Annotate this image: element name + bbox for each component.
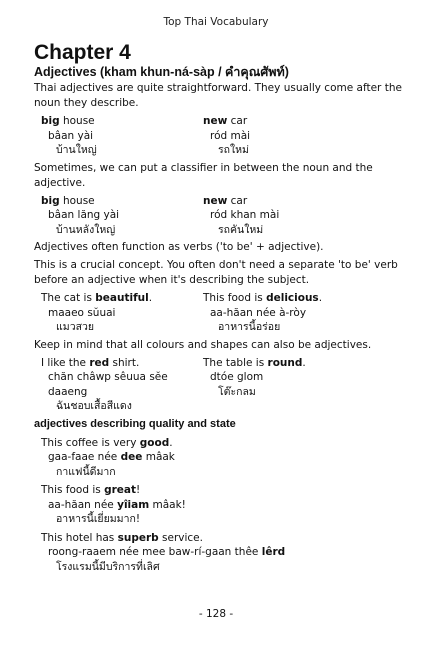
romanization: bâan yài [48, 129, 94, 142]
intro-paragraph: Thai adjectives are quite straightforward. They usually come after the noun they describe. [34, 82, 402, 109]
thai-script: โต๊ะกลม [218, 385, 256, 398]
example-pair-verbs [34, 291, 414, 335]
romanization: aa-hăan née à-ròy [210, 306, 307, 319]
subheading-quality-state: adjectives describing quality and state [34, 417, 236, 430]
english-phrase: new car [203, 194, 248, 207]
thai-script: แมวสวย [56, 321, 95, 333]
example-left [41, 291, 203, 335]
english-sentence: The table is round. [203, 356, 306, 369]
english-sentence: This food is delicious. [203, 292, 323, 304]
example-pair-classifier [34, 194, 414, 238]
thai-script: รถใหม่ [218, 144, 249, 156]
english-sentence: This hotel has superb service. [41, 531, 203, 544]
running-header: Top Thai Vocabulary [163, 16, 269, 28]
english-sentence: I like the red shirt. [41, 356, 140, 369]
example-left [41, 356, 203, 414]
thai-script: รถคันใหม่ [218, 223, 264, 236]
example-left [41, 114, 203, 158]
thai-script: กาแฟนี้ดีมาก [56, 465, 116, 478]
romanization: ród mài [210, 129, 251, 142]
romanization: dtóe glom [210, 371, 264, 383]
thai-script: ฉันชอบเสื้อสีแดง [56, 400, 132, 412]
example-left [41, 194, 203, 238]
romanization: roong-raaem née mee baw-rí-gaan thêe lêrd [48, 546, 286, 558]
thai-script: โรงแรมนี้มีบริการที่เลิศ [56, 560, 160, 573]
crucial-concept-paragraph: This is a crucial concept. You often don't need a separate 'to be' verb before an adjective when it's describing the subject. [34, 259, 398, 286]
example-quality-coffee [41, 436, 414, 480]
section-title: Adjectives (kham khun-ná-sàp / คำคุณศัพท์) [34, 65, 289, 79]
example-right [203, 291, 322, 335]
page-body [34, 42, 414, 578]
thai-script: อาหารนี้อร่อย [218, 321, 281, 333]
romanization: aa-hăan née yîiam mâak! [48, 498, 186, 511]
romanization: bâan lăng yài [48, 209, 120, 221]
example-right [203, 194, 279, 238]
example-quality-food [41, 483, 414, 527]
colours-shapes-paragraph: Keep in mind that all colours and shapes can also be adjectives. [34, 338, 372, 351]
thai-script: บ้านใหญ่ [56, 144, 97, 156]
thai-script: อาหารนี้เยี่ยมมาก! [56, 513, 141, 525]
romanization: maaeo sŭuai [48, 306, 116, 319]
english-phrase: new car [203, 115, 248, 127]
romanization: gaa-faae née dee mâak [48, 451, 175, 463]
example-quality-hotel [41, 531, 414, 575]
english-sentence: This food is great! [41, 484, 141, 496]
example-right [203, 114, 250, 158]
classifier-paragraph: Sometimes, we can put a classifier in between the noun and the adjective. [34, 161, 373, 189]
english-sentence: This coffee is very good. [41, 436, 173, 449]
romanization: ród khan mài [210, 209, 280, 221]
chapter-title: Chapter 4 [34, 41, 131, 64]
english-sentence: The cat is beautiful. [41, 292, 153, 304]
thai-script: บ้านหลังใหญ่ [56, 223, 116, 236]
verb-function-paragraph: Adjectives often function as verbs ('to be' + adjective). [34, 241, 324, 253]
example-pair-colours [34, 356, 414, 414]
page-number: - 128 - [198, 608, 234, 620]
example-right [203, 356, 306, 414]
english-phrase: big house [41, 115, 95, 127]
example-pair-basic [34, 114, 414, 158]
romanization: chăn châwp sêuua sĕe daaeng [48, 371, 168, 398]
english-phrase: big house [41, 194, 95, 207]
